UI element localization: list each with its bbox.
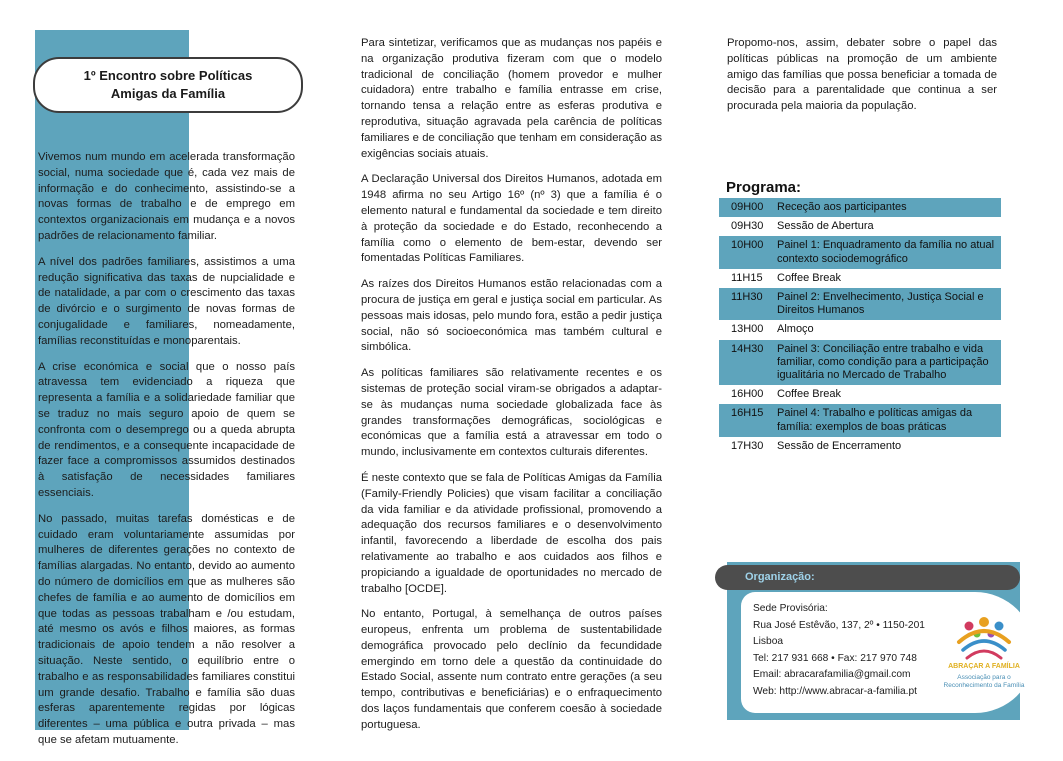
email-link[interactable]: Email: abracarafamilia@gmail.com (753, 669, 911, 681)
program-time: 14H30 (731, 342, 764, 355)
program-time: 10H00 (731, 239, 764, 252)
paragraph: É neste contexto que se fala de Políticas Amigas da Família (Family-Friendly Policies) que visam facilitar a conciliação da vida familiar e da atividade profissional, promovendo a adequação dos recursos familiares e o desenvolvimento infantil, favorecendo a liberdade de escolha dos pais relativamente ao trabalho e aos cuidados aos filhos e propiciando a igualdade de oportunidades no mercado de trabalho [OCDE]. (361, 471, 662, 595)
organization-heading-bar (715, 565, 1020, 590)
title-line-2: Amigas da Família (110, 86, 226, 101)
program-row (719, 217, 1001, 236)
program-time: 09H00 (731, 201, 764, 213)
logo-tagline: Associação para o Reconhecimento da Família (943, 674, 1025, 689)
program-row (719, 437, 1001, 456)
program-desc: Almoço (777, 323, 814, 336)
program-time: 09H30 (731, 220, 764, 233)
column-2-text (361, 36, 662, 744)
program-row (719, 404, 1001, 436)
program-row (719, 385, 1001, 404)
program-desc: Sessão de Encerramento (777, 439, 902, 452)
family-hug-icon (953, 612, 1015, 662)
program-desc: Painel 4: Trabalho e políticas amigas da família: exemplos de boas práticas (777, 407, 973, 433)
paragraph: A Declaração Universal dos Direitos Humanos, adotada em 1948 afirma no seu Artigo 16º (nº 3) que a família é o elemento natural e fundamental da sociedade e tem direito à proteção da sociedade e do Estado, reconhecendo a família como o elemento de bem-estar, devendo ser fomentadas Políticas Familiares. (361, 173, 662, 265)
program-row (719, 340, 1001, 386)
program-desc: Coffee Break (777, 388, 842, 401)
program-time: 11H30 (731, 291, 763, 304)
paragraph: No passado, muitas tarefas domésticas e de cuidado eram voluntariamente assumidas por mulheres de diferentes gerações no contexto de famílias alargadas. No entanto, devido ao aumento do número de domicílios em que as mulheres são chefes de família e ao aumento de domicílios em que todas as pessoas trabalham e /ou estudam, até mesmo os avós e filhos maiores, as formas tradicionais de apoio tendem a não resolver a situação. Neste sentido, o equilíbrio entre o trabalho e as responsabilidades familiares constitui um grande desafio. Trabalho e família são duas esferas aparentemente regidas por lógicas diferentes – uma pública e outra privada – mas que se afetam mutuamente. (38, 512, 295, 746)
program-desc: Painel 1: Enquadramento da família no atual contexto sociodemográfico (777, 239, 995, 265)
program-time: 11H15 (731, 271, 763, 284)
program-desc: Sessão de Abertura (777, 220, 874, 233)
paragraph: A nível dos padrões familiares, assistimos a uma redução significativa das taxas de nupcialidade e de natalidade, a par com o crescimento das taxas de divórcio e o surgimento de novas formas de conjugalidade e familiares, nomeadamente, famílias reconstituídas e monoparentais. (38, 255, 295, 347)
paragraph: No entanto, Portugal, à semelhança de outros países europeus, enfrenta um problema de sustentabilidade demográfica provocado pelo declínio da fecundidade emergindo em torno dele a questão da continuidade do Estado Social, assente num contrato entre gerações (a seu tempo, contributivas e beneficiárias) e o enfraquecimento dos laços fundamentais que conferem coesão à sociedade portuguesa. (361, 608, 662, 731)
organization-logo (938, 612, 1030, 698)
paragraph: As políticas familiares são relativamente recentes e os sistemas de proteção social viram-se obrigados a adaptar-se às mudanças numa sociedade globalizada face às grandes transformações demográficas, sociológicas e económicas que a família está a atravessar em todo o mundo, inclusivamente em contextos culturais diferentes. (361, 367, 662, 459)
program-desc: Painel 3: Conciliação entre trabalho e vida familiar, como condição para a participação igualitária no Mercado de Trabalho (777, 342, 989, 382)
program-row (719, 198, 1001, 217)
title-box (33, 57, 303, 113)
program-row (719, 288, 1001, 320)
program-desc: Painel 2: Envelhecimento, Justiça Social e Direitos Humanos (777, 291, 984, 317)
paragraph: A crise económica e social que o nosso país atravessa tem evidenciado a riqueza que representa a família e a solidariedade familiar que se traduz no mais seguro apoio de quem se confronta com o desemprego ou a queda abrupta de rendimentos, e a consequente incapacidade de fazer face a compromissos assumidos destinados à satisfação de necessidades familiares essenciais. (38, 360, 295, 499)
program-desc: Receção aos participantes (777, 201, 907, 213)
column-1-text (38, 150, 295, 759)
organization-contacts (753, 601, 933, 701)
address: Rua José Estêvão, 137, 2º • 1150-201 Lisboa (753, 619, 925, 648)
program-time: 17H30 (731, 439, 764, 452)
program-time: 16H15 (731, 407, 764, 420)
program-row (719, 320, 1001, 339)
sede-label: Sede Provisória: (753, 603, 828, 614)
program-table (719, 198, 1001, 456)
phone-fax: Tel: 217 931 668 • Fax: 217 970 748 (753, 652, 917, 664)
paragraph: Para sintetizar, verificamos que as mudanças nos papéis e na organização produtiva fizeram com que o modelo tradicional de conciliação (homem provedor e mulher cuidadora) entre trabalho e família entrasse em crise, tornando tensa a relação entre as esferas produtiva e reprodutiva, situação agravada pela carência de políticas familiares e de conciliação que tenham em consideração as exigências sociais atuais. (361, 37, 662, 160)
column-3-intro: Propomo-nos, assim, debater sobre o papel das políticas públicas na promoção de um ambiente amigo das famílias que possa beneficiar a tomada de decisão para a parentalidade que continua a ser procurada pela maioria da população. (727, 37, 997, 113)
paragraph: Vivemos num mundo em acelerada transformação social, numa sociedade que é, cada vez mais de informação e do conhecimento, assistindo-se a novas formas de trabalho e de emprego em contextos organizacionais em mudança e a novos padrões de relacionamento familiar. (38, 151, 295, 242)
web-link[interactable]: Web: http://www.abracar-a-familia.pt (753, 685, 918, 697)
logo-name: ABRAÇAR A FAMÍLIA (948, 663, 1020, 670)
program-time: 13H00 (731, 323, 764, 336)
program-time: 16H00 (731, 388, 764, 401)
program-row (719, 236, 1001, 268)
paragraph: As raízes dos Direitos Humanos estão relacionadas com a procura de justiça em geral e justiça social em particular. As pessoas mais idosas, pelo mundo fora, estão a pedir justiça social, não só socioeconómica mas também cultural e simbólica. (361, 278, 662, 354)
program-title: Programa: (726, 179, 802, 196)
title-line-1: 1º Encontro sobre Políticas (83, 68, 253, 83)
organization-heading: Organização: (745, 571, 815, 583)
program-desc: Coffee Break (777, 271, 842, 284)
program-row (719, 269, 1001, 288)
